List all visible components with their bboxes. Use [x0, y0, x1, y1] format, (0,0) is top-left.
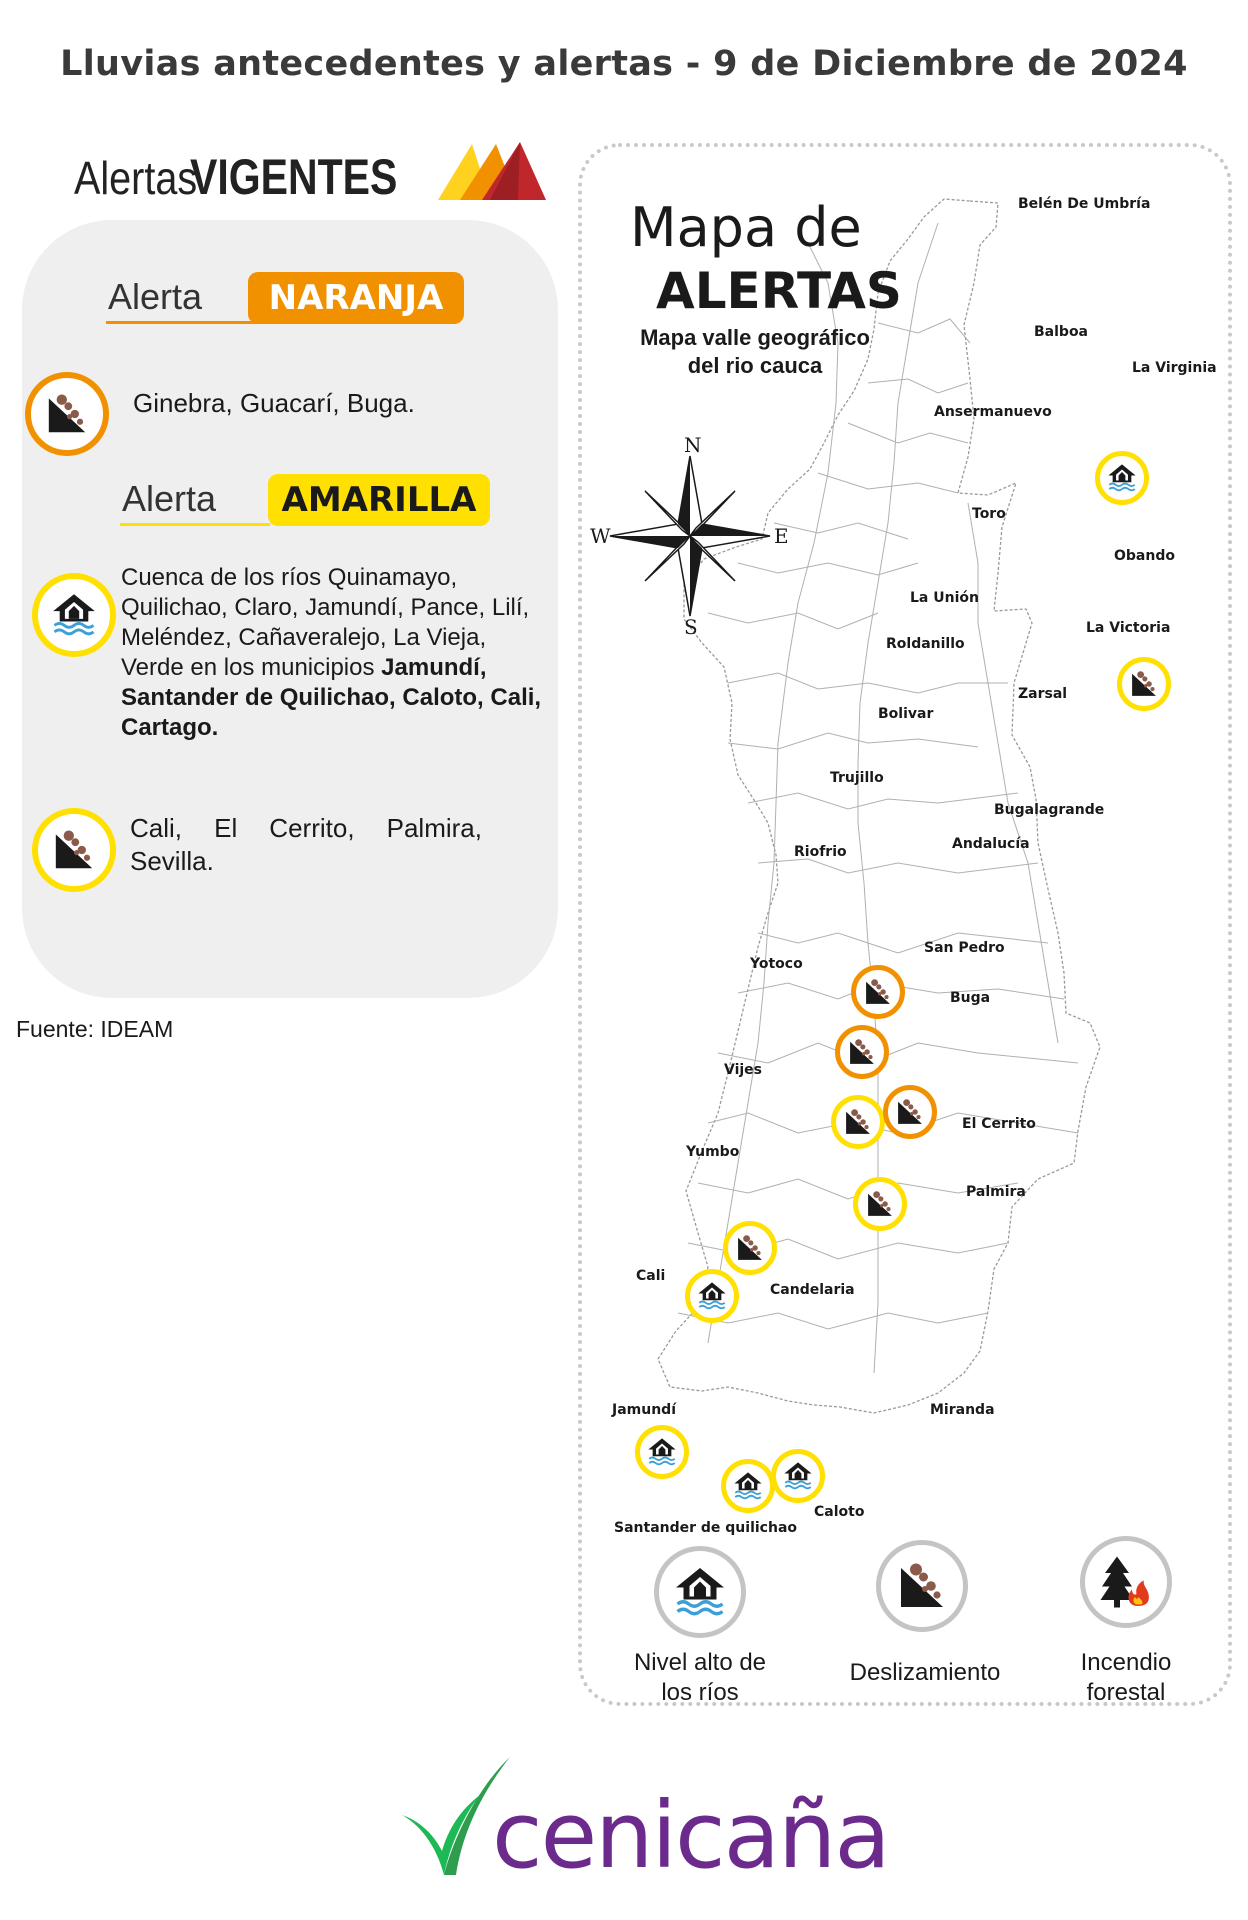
alertas-vigentes-header — [74, 148, 443, 206]
muni-andalucia: Andalucía — [952, 836, 1030, 852]
map-subtitle-line1: Mapa valle geográfico — [640, 325, 870, 350]
marker-landslide-cali[interactable] — [723, 1221, 777, 1275]
marker-flood-jamundi[interactable] — [635, 1425, 689, 1479]
muni-miranda: Miranda — [930, 1402, 995, 1418]
compass-s: S — [684, 615, 698, 636]
alerta-naranja-word: Alerta — [108, 276, 203, 317]
map-subtitle — [610, 324, 900, 380]
naranja-landslide-text: Ginebra, Guacarí, Buga. — [133, 388, 415, 418]
amarilla-badge: AMARILLA — [268, 474, 490, 526]
muni-bolivar: Bolivar — [878, 706, 934, 722]
amarilla-underline — [120, 523, 270, 526]
marker-landslide-palmira[interactable] — [853, 1177, 907, 1231]
vigentes-label: VIGENTES — [189, 149, 398, 205]
amarilla-landslide-text: Cali, El Cerrito, Palmira, Sevilla. — [130, 813, 482, 876]
marker-flood-santander[interactable] — [721, 1459, 775, 1513]
muni-candelaria: Candelaria — [770, 1282, 855, 1298]
muni-trujillo: Trujillo — [830, 770, 884, 786]
muni-yotoco: Yotoco — [750, 956, 803, 972]
muni-buga: Buga — [950, 990, 991, 1006]
amarilla-landslide-icon — [32, 808, 116, 892]
source-label: Fuente: IDEAM — [16, 1016, 174, 1042]
legend-flood-line2: los ríos — [661, 1679, 739, 1706]
page-title: Lluvias antecedentes y alertas - 9 de Diciembre de 2024 — [60, 44, 1188, 84]
legend-fire-icon — [1080, 1536, 1172, 1628]
legend-flood-icon — [654, 1546, 746, 1638]
muni-bugalagrande: Bugalagrande — [994, 802, 1105, 818]
muni-vijes: Vijes — [724, 1062, 763, 1078]
compass-w: W — [590, 524, 611, 548]
muni-caloto: Caloto — [814, 1504, 865, 1520]
legend-fire-line2: forestal — [1086, 1679, 1166, 1706]
muni-ansermanuevo: Ansermanuevo — [934, 404, 1052, 420]
muni-roldanillo: Roldanillo — [886, 636, 965, 652]
muni-zarsal: Zarsal — [1018, 686, 1068, 702]
muni-yumbo: Yumbo — [686, 1144, 740, 1160]
muni-jamundi: Jamundí — [612, 1402, 676, 1418]
amarilla-flood-icon — [32, 573, 116, 657]
muni-cali: Cali — [636, 1268, 666, 1284]
muni-santander-de-quilichao: Santander de quilichao — [614, 1520, 798, 1536]
legend-flood-line1: Nivel alto de — [633, 1649, 767, 1676]
legend-fire-label — [1056, 1648, 1196, 1708]
map-subtitle-line2: del rio cauca — [687, 353, 823, 378]
marker-flood-caloto[interactable] — [771, 1449, 825, 1503]
muni-la-virginia: La Virginia — [1132, 360, 1217, 376]
marker-landslide-buga[interactable] — [851, 965, 905, 1019]
map-title-line2: ALERTAS — [656, 262, 902, 320]
legend-flood-label — [610, 1648, 790, 1708]
compass-rose-icon — [590, 436, 790, 636]
marker-flood-cali[interactable] — [685, 1269, 739, 1323]
muni-san-pedro: San Pedro — [924, 940, 1005, 956]
alert-triangles-logo — [438, 140, 546, 202]
compass-n: N — [684, 436, 702, 457]
marker-flood-la-virginia[interactable] — [1095, 451, 1149, 505]
muni-riofrio: Riofrio — [794, 844, 847, 860]
marker-landslide-el-cerrito-west[interactable] — [831, 1095, 885, 1149]
marker-landslide-zarsal[interactable] — [1117, 657, 1171, 711]
muni-la-victoria: La Victoria — [1086, 620, 1171, 636]
naranja-underline — [106, 321, 256, 324]
muni-belen-de-umbria: Belén De Umbría — [1018, 196, 1151, 212]
compass-e: E — [774, 524, 789, 548]
legend-landslide-label: Deslizamiento — [849, 1659, 1001, 1686]
map-title-line1: Mapa de — [630, 196, 862, 259]
alertas-label: Alertas — [74, 152, 198, 204]
marker-landslide-guacari[interactable] — [835, 1025, 889, 1079]
muni-toro: Toro — [972, 506, 1006, 522]
muni-obando: Obando — [1114, 548, 1175, 564]
alerta-amarilla-word: Alerta — [122, 478, 217, 519]
legend-landslide-icon — [876, 1540, 968, 1632]
amarilla-flood-text — [121, 563, 551, 743]
naranja-landslide-icon — [25, 372, 109, 456]
muni-palmira: Palmira — [966, 1184, 1026, 1200]
marker-landslide-ginebra[interactable] — [883, 1085, 937, 1139]
muni-la-union: La Unión — [910, 590, 979, 606]
flood-municipalities-text: Jamundí, Santander de Quilichao, Caloto, Cali, Cartago. — [121, 654, 542, 741]
brand-wordmark: cenicaña — [492, 1782, 889, 1889]
flood-rivers-text: Cuenca de los ríos Quinamayo, Quilichao, Claro, Jamundí, Pance, Lilí, Meléndez, Cañaveralejo, La Vieja, Verde en los municipios — [121, 564, 530, 681]
muni-el-cerrito: El Cerrito — [962, 1116, 1036, 1132]
muni-balboa: Balboa — [1034, 324, 1089, 340]
legend-fire-line1: Incendio — [1080, 1649, 1172, 1676]
naranja-badge: NARANJA — [248, 272, 464, 324]
